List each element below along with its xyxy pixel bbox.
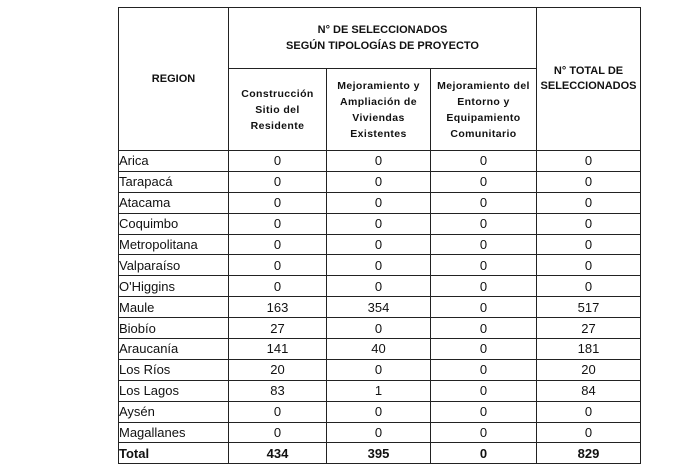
row-mejoramiento-viviendas: 354 (327, 297, 431, 318)
table-row (119, 359, 641, 380)
row-mejoramiento-viviendas: 1 (327, 380, 431, 401)
row-construccion-sitio: 0 (229, 234, 327, 255)
header-total-line-2: SELECCIONADOS (540, 80, 637, 92)
row-total: 0 (537, 255, 641, 276)
row-construccion-sitio: 20 (229, 359, 327, 380)
header-sub-line: Viviendas (352, 111, 405, 124)
header-sub-line: Ampliación de (340, 95, 417, 108)
row-mejoramiento-entorno: 0 (431, 276, 537, 297)
row-mejoramiento-viviendas: 0 (327, 318, 431, 339)
row-mejoramiento-entorno: 0 (431, 213, 537, 234)
row-mejoramiento-viviendas: 0 (327, 151, 431, 172)
row-total: 84 (537, 380, 641, 401)
row-mejoramiento-viviendas: 0 (327, 255, 431, 276)
row-mejoramiento-viviendas: 40 (327, 339, 431, 360)
table-row (119, 171, 641, 192)
header-sub-line: Mejoramiento y (337, 79, 420, 92)
totals-grand-total: 829 (537, 443, 641, 464)
row-mejoramiento-entorno: 0 (431, 297, 537, 318)
header-sub-line: Existentes (350, 127, 407, 140)
row-total: 20 (537, 359, 641, 380)
header-group-line-1: N° DE SELECCIONADOS (317, 24, 448, 37)
row-construccion-sitio: 0 (229, 255, 327, 276)
row-region: Arica (119, 151, 229, 172)
row-mejoramiento-viviendas: 0 (327, 234, 431, 255)
row-region: Atacama (119, 192, 229, 213)
header-sub-line: Construcción (241, 87, 314, 100)
row-total: 0 (537, 276, 641, 297)
row-mejoramiento-entorno: 0 (431, 422, 537, 443)
table-row (119, 318, 641, 339)
row-total: 0 (537, 192, 641, 213)
row-total: 0 (537, 151, 641, 172)
row-mejoramiento-entorno: 0 (431, 380, 537, 401)
row-mejoramiento-viviendas: 0 (327, 359, 431, 380)
row-region: Tarapacá (119, 171, 229, 192)
table-row (119, 422, 641, 443)
row-construccion-sitio: 83 (229, 380, 327, 401)
row-region: Metropolitana (119, 234, 229, 255)
row-construccion-sitio: 141 (229, 339, 327, 360)
row-construccion-sitio: 0 (229, 401, 327, 422)
table-row (119, 380, 641, 401)
header-sub-line: Mejoramiento del (437, 79, 530, 92)
totals-construccion-sitio: 434 (229, 443, 327, 464)
row-mejoramiento-viviendas: 0 (327, 276, 431, 297)
totals-label: Total (119, 443, 229, 464)
row-construccion-sitio: 0 (229, 192, 327, 213)
row-mejoramiento-entorno: 0 (431, 234, 537, 255)
row-construccion-sitio: 0 (229, 171, 327, 192)
header-mejoramiento-viviendas (327, 69, 431, 151)
table-row (119, 192, 641, 213)
row-mejoramiento-viviendas: 0 (327, 171, 431, 192)
row-construccion-sitio: 163 (229, 297, 327, 318)
header-region: REGION (119, 8, 229, 151)
header-construccion-sitio (229, 69, 327, 151)
header-typology-group (229, 8, 537, 69)
row-region: Los Ríos (119, 359, 229, 380)
selection-table (118, 7, 641, 464)
row-construccion-sitio: 0 (229, 151, 327, 172)
row-region: Coquimbo (119, 213, 229, 234)
table-body (119, 151, 641, 443)
table-row (119, 151, 641, 172)
row-total: 27 (537, 318, 641, 339)
row-region: Maule (119, 297, 229, 318)
row-mejoramiento-entorno: 0 (431, 171, 537, 192)
row-total: 0 (537, 422, 641, 443)
header-total-line-1: N° TOTAL DE (553, 65, 624, 77)
table-row (119, 276, 641, 297)
row-mejoramiento-entorno: 0 (431, 339, 537, 360)
row-region: Valparaíso (119, 255, 229, 276)
header-group-line-2: SEGÚN TIPOLOGÍAS DE PROYECTO (286, 40, 479, 53)
header-sub-line: Sitio del (255, 103, 300, 116)
row-construccion-sitio: 0 (229, 213, 327, 234)
header-sub-line: Entorno y (457, 95, 510, 108)
table-row (119, 234, 641, 255)
row-mejoramiento-entorno: 0 (431, 318, 537, 339)
header-sub-line: Residente (250, 119, 305, 132)
row-region: O'Higgins (119, 276, 229, 297)
header-sub-line: Comunitario (450, 127, 517, 140)
header-sub-line: Equipamiento (446, 111, 521, 124)
selection-table-sheet (118, 7, 641, 464)
totals-mejoramiento-entorno: 0 (431, 443, 537, 464)
table-row (119, 255, 641, 276)
table-row (119, 297, 641, 318)
header-total-selected (537, 8, 641, 151)
row-total: 0 (537, 213, 641, 234)
row-mejoramiento-viviendas: 0 (327, 422, 431, 443)
row-mejoramiento-viviendas: 0 (327, 401, 431, 422)
table-row (119, 401, 641, 422)
table-row (119, 213, 641, 234)
row-mejoramiento-entorno: 0 (431, 192, 537, 213)
row-total: 0 (537, 234, 641, 255)
row-total: 181 (537, 339, 641, 360)
row-region: Araucanía (119, 339, 229, 360)
row-total: 0 (537, 401, 641, 422)
totals-mejoramiento-viviendas: 395 (327, 443, 431, 464)
row-construccion-sitio: 0 (229, 276, 327, 297)
row-mejoramiento-entorno: 0 (431, 151, 537, 172)
row-construccion-sitio: 0 (229, 422, 327, 443)
row-mejoramiento-viviendas: 0 (327, 213, 431, 234)
row-mejoramiento-entorno: 0 (431, 401, 537, 422)
row-total: 0 (537, 171, 641, 192)
row-region: Magallanes (119, 422, 229, 443)
row-region: Biobío (119, 318, 229, 339)
row-region: Aysén (119, 401, 229, 422)
row-region: Los Lagos (119, 380, 229, 401)
row-total: 517 (537, 297, 641, 318)
row-construccion-sitio: 27 (229, 318, 327, 339)
row-mejoramiento-entorno: 0 (431, 359, 537, 380)
row-mejoramiento-entorno: 0 (431, 255, 537, 276)
row-mejoramiento-viviendas: 0 (327, 192, 431, 213)
totals-row (119, 443, 641, 464)
table-row (119, 339, 641, 360)
header-mejoramiento-entorno (431, 69, 537, 151)
